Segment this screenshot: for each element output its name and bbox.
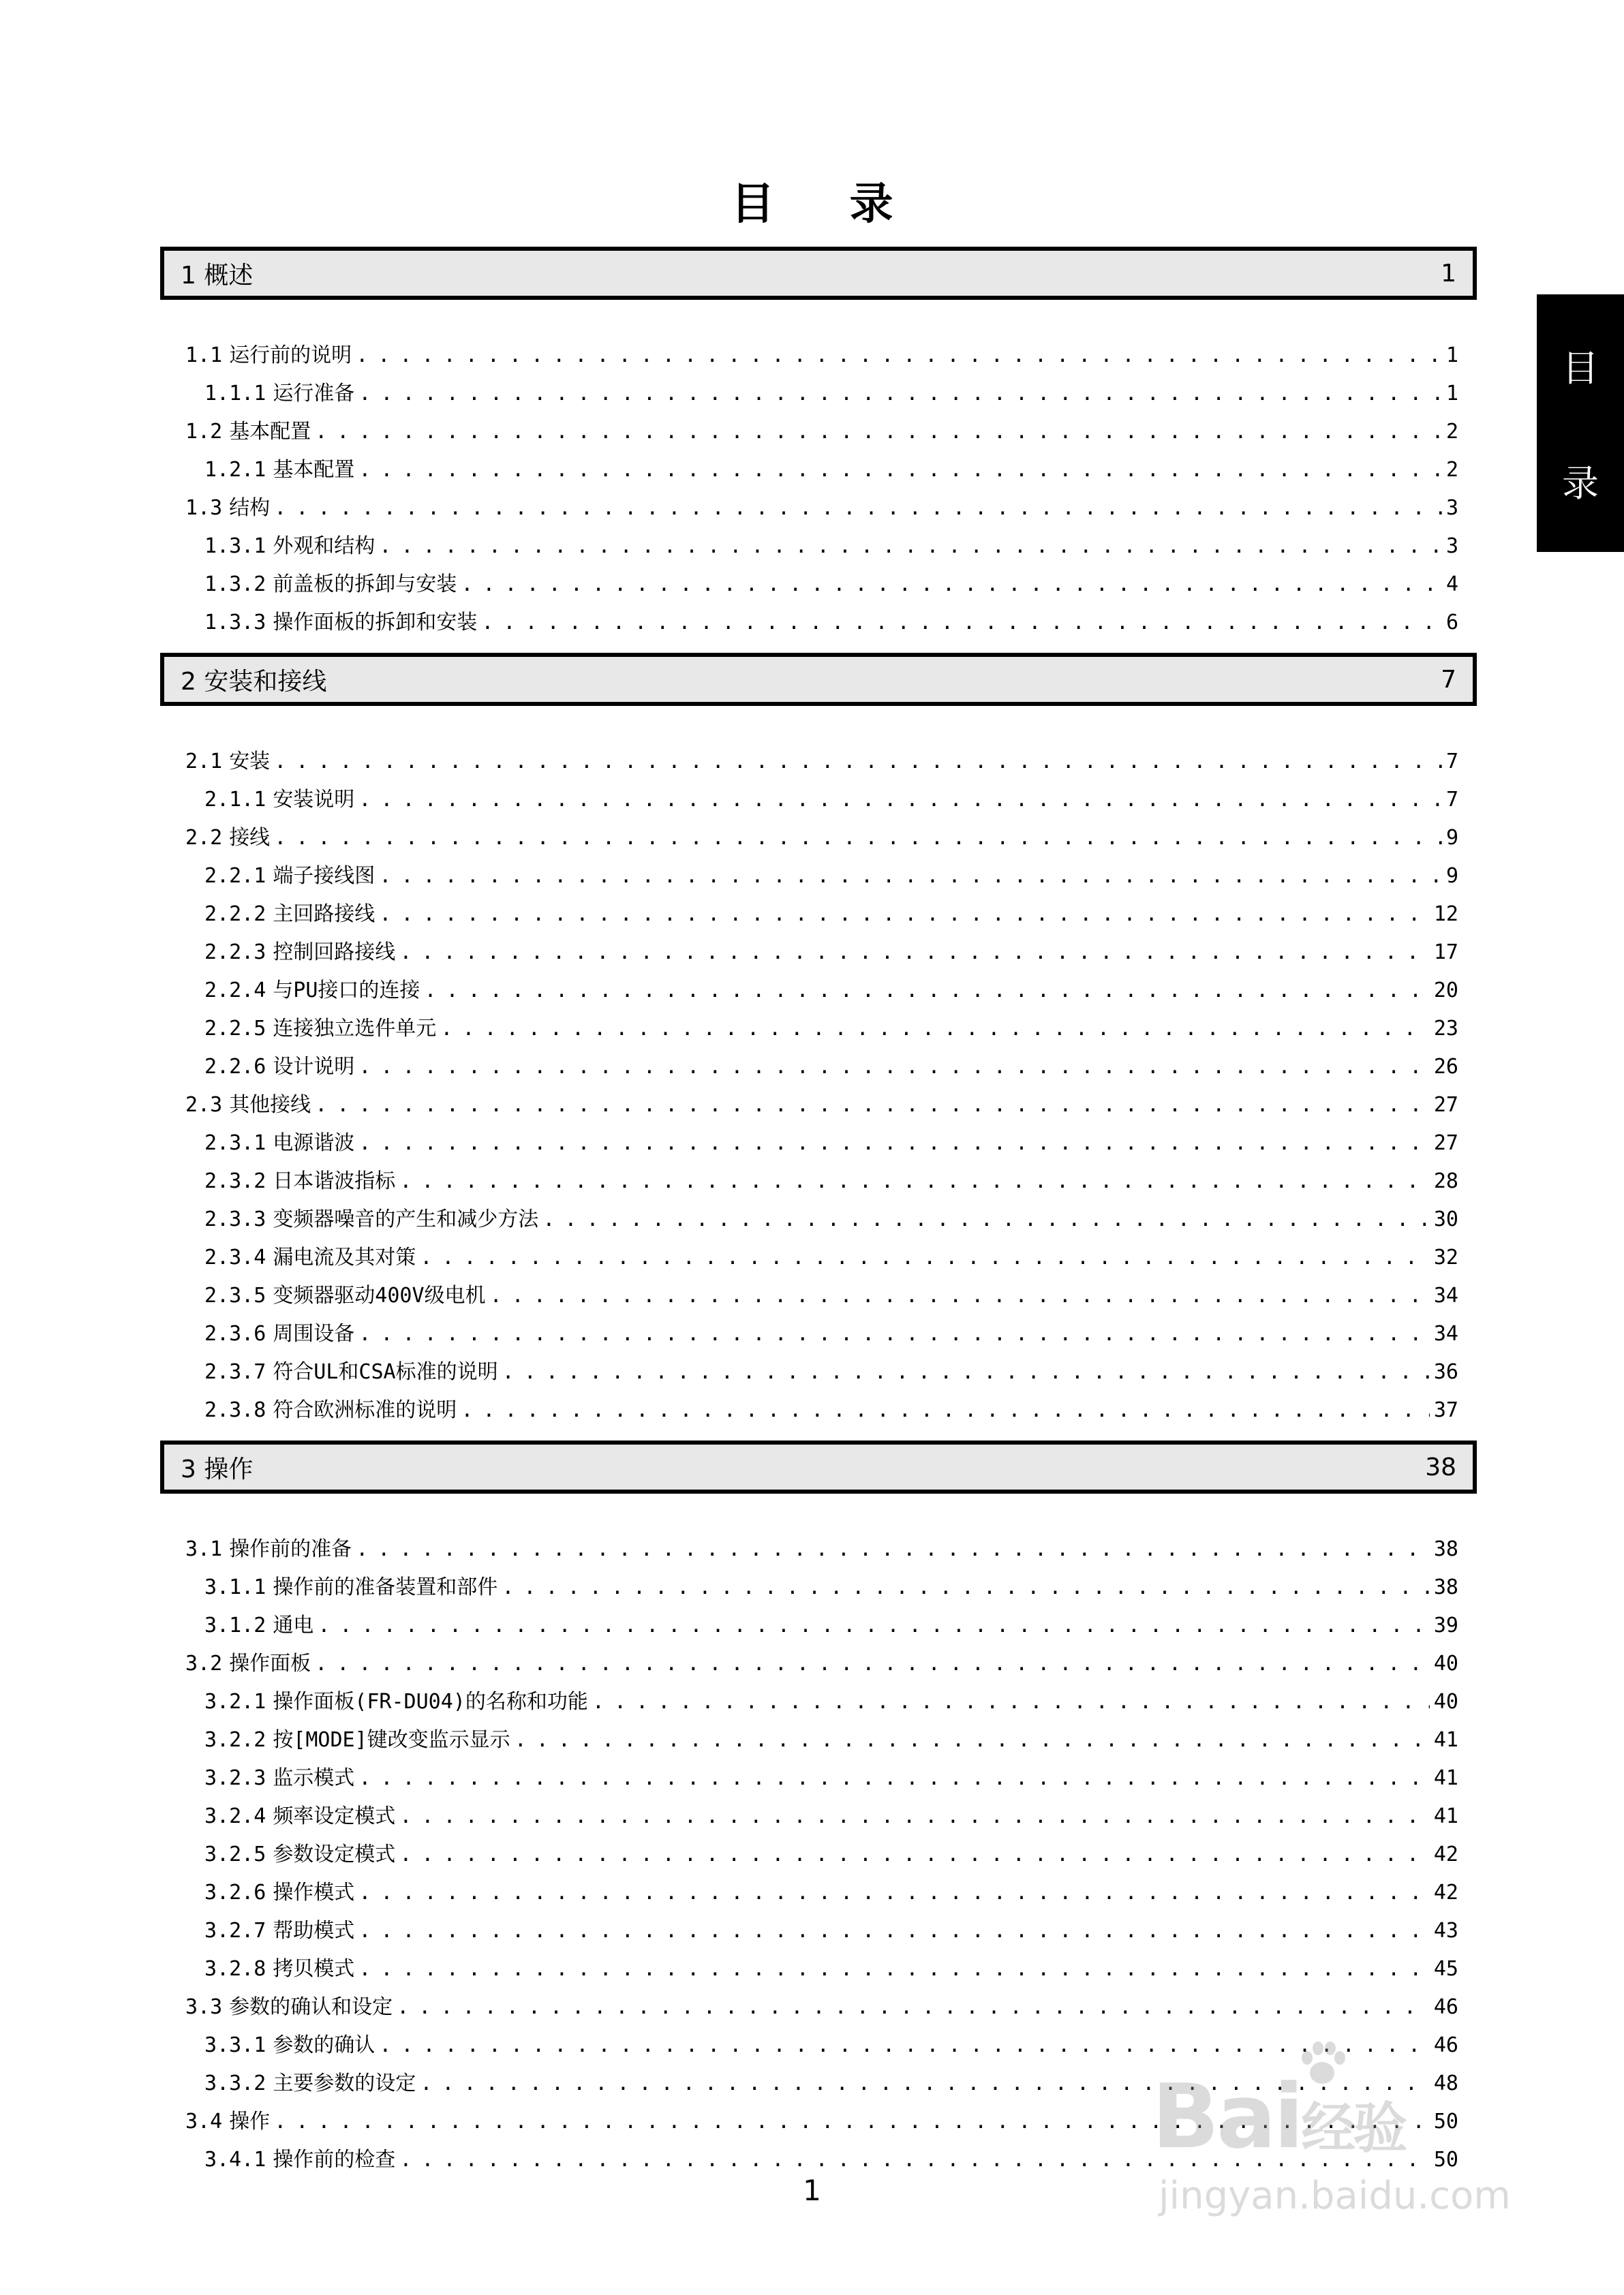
dot-leader — [379, 902, 1430, 926]
toc-entry-page: 39 — [1433, 1614, 1458, 1637]
dot-leader — [490, 1284, 1430, 1308]
toc-entry[interactable] — [204, 859, 1458, 886]
toc-entry-page: 4 — [1445, 572, 1458, 596]
toc-entry-title: 操作面板 — [229, 1652, 311, 1676]
chapter-page: 7 — [1441, 665, 1456, 694]
toc-entry-page: 26 — [1433, 1055, 1458, 1079]
toc-entry-number: 1.3.3 — [204, 611, 266, 634]
toc-entry-page: 41 — [1433, 1804, 1458, 1828]
dot-leader — [318, 1614, 1430, 1637]
toc-entry[interactable] — [204, 1049, 1458, 1077]
chapter-title: 2 安装和接线 — [181, 667, 327, 696]
toc-entry-number: 1.3.1 — [204, 534, 266, 558]
toc-entry-number: 1.1 — [185, 343, 223, 367]
toc-entry-title: 操作模式 — [273, 1881, 355, 1905]
watermark — [1152, 2037, 1533, 2242]
toc-entry-title: 操作面板的拆卸和安装 — [273, 611, 478, 634]
toc-entry-page: 36 — [1433, 1360, 1458, 1384]
toc-entry-title: 结构 — [229, 496, 271, 520]
toc-entry[interactable] — [204, 376, 1458, 403]
toc-entry-title: 按[MODE]键改变监示显示 — [273, 1728, 510, 1752]
toc-entry-number: 2.3.7 — [204, 1360, 266, 1384]
toc-entry-title: 运行前的说明 — [229, 343, 352, 367]
toc-entry-title: 控制回路接线 — [273, 940, 396, 964]
toc-entry-title: 操作前的检查 — [273, 2148, 396, 2172]
toc-entry-title: 监示模式 — [273, 1766, 355, 1790]
dot-leader — [379, 864, 1442, 888]
toc-entry-number: 3.4 — [185, 2110, 223, 2134]
toc-entry[interactable] — [185, 820, 1458, 848]
toc-entry-title: 端子接线图 — [273, 864, 376, 888]
toc-entry-number: 3.2 — [185, 1652, 223, 1676]
dot-leader — [481, 611, 1442, 634]
toc-entry-number: 2.2.6 — [204, 1055, 266, 1079]
toc-entry-page: 1 — [1445, 382, 1458, 405]
toc-entry-page: 27 — [1433, 1093, 1458, 1117]
dot-leader — [358, 1055, 1430, 1079]
toc-entry-number: 3.2.4 — [204, 1804, 266, 1828]
toc-entry-title: 操作前的准备装置和部件 — [273, 1575, 498, 1599]
toc-entry-page: 38 — [1433, 1537, 1458, 1561]
toc-entry-title: 设计说明 — [273, 1055, 355, 1079]
toc-entry-number: 1.2.1 — [204, 458, 266, 482]
toc-entry[interactable] — [204, 1355, 1458, 1382]
toc-entry-page: 32 — [1433, 1246, 1458, 1269]
dot-leader — [358, 382, 1442, 405]
section-tab-char-2: 录 — [1562, 462, 1599, 505]
toc-entry-title: 接线 — [229, 826, 271, 850]
toc-entry[interactable] — [204, 567, 1458, 594]
dot-leader — [274, 750, 1442, 773]
dot-leader — [515, 1728, 1430, 1752]
toc-entry[interactable] — [185, 744, 1458, 771]
toc-entry-title: 符合UL和CSA标准的说明 — [273, 1360, 498, 1384]
chapter-title: 1 概述 — [181, 261, 254, 290]
toc-entry[interactable] — [204, 1761, 1458, 1788]
toc-entry-title: 频率设定模式 — [273, 1804, 396, 1828]
toc-entry[interactable] — [185, 414, 1458, 442]
dot-leader — [542, 1207, 1430, 1231]
toc-entry-page: 3 — [1445, 534, 1458, 558]
dot-leader — [315, 420, 1442, 444]
toc-entry-number: 3.3.2 — [204, 2071, 266, 2095]
toc-entry[interactable] — [204, 1837, 1458, 1864]
dot-leader — [358, 1766, 1430, 1790]
toc-entry-title: 漏电流及其对策 — [273, 1246, 416, 1269]
toc-entry-number: 2.3 — [185, 1093, 223, 1117]
toc-entry-page: 41 — [1433, 1728, 1458, 1752]
chapter-header[interactable] — [160, 653, 1477, 706]
toc-entry[interactable] — [204, 1164, 1458, 1191]
toc-entry-title: 操作前的准备 — [229, 1537, 352, 1561]
dot-leader — [399, 1843, 1430, 1866]
toc-entry[interactable] — [204, 782, 1458, 810]
toc-entry-title: 参数的确认 — [273, 2033, 376, 2057]
toc-entry-page: 9 — [1445, 826, 1458, 850]
chapter-page: 38 — [1425, 1453, 1456, 1481]
toc-entry-page: 7 — [1445, 788, 1458, 812]
toc-entry-number: 2.2.4 — [204, 979, 266, 1002]
dot-leader — [358, 1131, 1430, 1155]
toc-entry-number: 2.1 — [185, 750, 223, 773]
toc-entry-number: 2.3.3 — [204, 1207, 266, 1231]
toc-entry-number: 2.2.3 — [204, 940, 266, 964]
toc-entry[interactable] — [204, 452, 1458, 480]
toc-entry-page: 12 — [1433, 902, 1458, 926]
toc-entry-title: 周围设备 — [273, 1322, 355, 1346]
toc-entry-page: 45 — [1433, 1957, 1458, 1981]
toc-entry[interactable] — [204, 1952, 1458, 1979]
toc-entry-title: 帮助模式 — [273, 1919, 355, 1943]
toc-entry[interactable] — [185, 338, 1458, 365]
toc-entry[interactable] — [204, 935, 1458, 962]
toc-entry-page: 42 — [1433, 1843, 1458, 1866]
toc-entry-title: 拷贝模式 — [273, 1957, 355, 1981]
toc-entry[interactable] — [204, 529, 1458, 556]
chapter-header[interactable] — [160, 1441, 1477, 1494]
toc-entry-title: 外观和结构 — [273, 534, 376, 558]
toc-entry-title: 操作 — [229, 2110, 271, 2134]
dot-leader — [397, 1995, 1430, 2019]
toc-entry-page: 9 — [1445, 864, 1458, 888]
toc-entry-number: 3.2.5 — [204, 1843, 266, 1866]
toc-entry[interactable] — [204, 605, 1458, 632]
dot-leader — [358, 1957, 1430, 1981]
toc-entry-number: 2.3.5 — [204, 1284, 266, 1308]
toc-entry-page: 48 — [1433, 2071, 1458, 2095]
toc-entry-page: 46 — [1433, 1995, 1458, 2019]
toc-entry-page: 1 — [1445, 343, 1458, 367]
toc-entry-page: 6 — [1445, 611, 1458, 634]
toc-entry-number: 3.4.1 — [204, 2148, 266, 2172]
dot-leader — [358, 1919, 1430, 1943]
toc-entry-number: 2.3.1 — [204, 1131, 266, 1155]
toc-entry-page: 7 — [1445, 750, 1458, 773]
dot-leader — [461, 572, 1442, 596]
dot-leader — [315, 1093, 1430, 1117]
dot-leader — [358, 458, 1442, 482]
watermark-logo: Bai经验 — [1152, 2065, 1405, 2168]
toc-entry-number: 3.2.1 — [204, 1690, 266, 1714]
dot-leader — [356, 343, 1442, 367]
toc-entry[interactable] — [204, 1570, 1458, 1597]
section-tab-char-1: 目 — [1562, 347, 1599, 390]
dot-leader — [399, 1804, 1430, 1828]
toc-entry-number: 2.3.2 — [204, 1169, 266, 1193]
toc-entry-number: 1.2 — [185, 420, 223, 444]
toc-entry[interactable] — [204, 1684, 1458, 1712]
toc-entry-title: 其他接线 — [229, 1093, 311, 1117]
toc-entry-number: 3.1.2 — [204, 1614, 266, 1637]
toc-entry[interactable] — [204, 1723, 1458, 1750]
dot-leader — [502, 1360, 1430, 1384]
toc-entry[interactable] — [185, 1088, 1458, 1115]
dot-leader — [399, 940, 1430, 964]
toc-entry-page: 40 — [1433, 1690, 1458, 1714]
chapter-page: 1 — [1441, 259, 1456, 288]
toc-entry-title: 日本谐波指标 — [273, 1169, 396, 1193]
toc-entry-number: 3.2.7 — [204, 1919, 266, 1943]
toc-entry-title: 符合欧洲标准的说明 — [273, 1398, 457, 1422]
toc-entry-number: 2.2.1 — [204, 864, 266, 888]
dot-leader — [379, 534, 1442, 558]
dot-leader — [461, 1398, 1430, 1422]
toc-entry-page: 3 — [1445, 496, 1458, 520]
section-tab — [1537, 294, 1624, 552]
toc-entry-number: 2.2 — [185, 826, 223, 850]
toc-entry[interactable] — [204, 1875, 1458, 1903]
toc-entry-page: 28 — [1433, 1169, 1458, 1193]
toc-entry-title: 电源谐波 — [273, 1131, 355, 1155]
toc-entry-title: 基本配置 — [229, 420, 311, 444]
toc-entry-page: 46 — [1433, 2033, 1458, 2057]
dot-leader — [399, 1169, 1430, 1193]
toc-entry-title: 主回路接线 — [273, 902, 376, 926]
toc-entry-number: 2.3.4 — [204, 1246, 266, 1269]
chapter-title: 3 操作 — [181, 1455, 254, 1483]
toc-entry-number: 2.2.5 — [204, 1017, 266, 1041]
toc-entry-page: 2 — [1445, 420, 1458, 444]
toc-entry-page: 42 — [1433, 1881, 1458, 1905]
toc-entry-page: 50 — [1433, 2148, 1458, 2172]
toc-entry-number: 3.2.3 — [204, 1766, 266, 1790]
dot-leader — [420, 1246, 1430, 1269]
toc-entry-title: 运行准备 — [273, 382, 355, 405]
dot-leader — [315, 1652, 1430, 1676]
toc-entry-page: 37 — [1433, 1398, 1458, 1422]
toc-entry-title: 通电 — [273, 1614, 314, 1637]
toc-entry-title: 安装 — [229, 750, 271, 773]
toc-entry-title: 参数设定模式 — [273, 1843, 396, 1866]
toc-entry-number: 3.2.2 — [204, 1728, 266, 1752]
toc-entry[interactable] — [204, 1913, 1458, 1941]
chapter-header[interactable] — [160, 247, 1477, 300]
toc-entry[interactable] — [185, 1532, 1458, 1559]
toc-entry-title: 基本配置 — [273, 458, 355, 482]
toc-entry-number: 3.3.1 — [204, 2033, 266, 2057]
toc-entry-number: 1.3.2 — [204, 572, 266, 596]
dot-leader — [274, 496, 1442, 520]
toc-entry[interactable] — [204, 1126, 1458, 1153]
toc-entry-page: 23 — [1433, 1017, 1458, 1041]
toc-entry-number: 2.1.1 — [204, 788, 266, 812]
toc-entry-page: 34 — [1433, 1322, 1458, 1346]
dot-leader — [358, 1881, 1430, 1905]
toc-entry-page: 20 — [1433, 979, 1458, 1002]
dot-leader — [274, 826, 1442, 850]
toc-entry-number: 3.2.8 — [204, 1957, 266, 1981]
dot-leader — [356, 1537, 1430, 1561]
toc-entry-number: 2.3.6 — [204, 1322, 266, 1346]
toc-entry-number: 1.3 — [185, 496, 223, 520]
toc-entry-title: 前盖板的拆卸与安装 — [273, 572, 457, 596]
toc-entry-title: 连接独立选件单元 — [273, 1017, 437, 1041]
toc-entry-number: 1.1.1 — [204, 382, 266, 405]
toc-entry-page: 41 — [1433, 1766, 1458, 1790]
toc-entry[interactable] — [204, 897, 1458, 924]
toc-entry-title: 变频器噪音的产生和减少方法 — [273, 1207, 539, 1231]
dot-leader — [424, 979, 1429, 1002]
toc-entry-title: 与PU接口的连接 — [273, 979, 420, 1002]
dot-leader — [592, 1690, 1430, 1714]
toc-entry-page: 38 — [1433, 1575, 1458, 1599]
toc-entry-page: 27 — [1433, 1131, 1458, 1155]
toc-entry-number: 3.2.6 — [204, 1881, 266, 1905]
toc-entry-number: 3.1.1 — [204, 1575, 266, 1599]
toc-entry[interactable] — [204, 1278, 1458, 1306]
toc-entry[interactable] — [185, 491, 1458, 518]
toc-entry[interactable] — [204, 1240, 1458, 1267]
toc-entry-page: 17 — [1433, 940, 1458, 964]
toc-entry-page: 34 — [1433, 1284, 1458, 1308]
toc-entry-title: 安装说明 — [273, 788, 355, 812]
toc-entry[interactable] — [204, 1608, 1458, 1635]
toc-entry-number: 3.3 — [185, 1995, 223, 2019]
toc-entry[interactable] — [204, 1316, 1458, 1344]
toc-entry[interactable] — [185, 1646, 1458, 1674]
toc-entry[interactable] — [204, 1202, 1458, 1229]
toc-entry[interactable] — [204, 1799, 1458, 1826]
dot-leader — [358, 788, 1442, 812]
toc-entry-page: 40 — [1433, 1652, 1458, 1676]
toc-entry-page: 50 — [1433, 2110, 1458, 2134]
toc-entry-title: 操作面板(FR-DU04)的名称和功能 — [273, 1690, 588, 1714]
toc-entry-number: 2.2.2 — [204, 902, 266, 926]
toc-entry-page: 2 — [1445, 458, 1458, 482]
dot-leader — [358, 1322, 1430, 1346]
page-number: 1 — [803, 2174, 821, 2207]
toc-entry-number: 3.1 — [185, 1537, 223, 1561]
dot-leader — [440, 1017, 1430, 1041]
toc-entry-page: 43 — [1433, 1919, 1458, 1943]
toc-entry-title: 变频器驱动400V级电机 — [273, 1284, 486, 1308]
toc-entry-title: 主要参数的设定 — [273, 2071, 416, 2095]
toc-entry[interactable] — [204, 1393, 1458, 1420]
toc-entry-page: 30 — [1433, 1207, 1458, 1231]
watermark-url: jingyan.baidu.com — [1159, 2174, 1511, 2218]
toc-entry-number: 2.3.8 — [204, 1398, 266, 1422]
toc-entry[interactable] — [204, 973, 1458, 1000]
page-title: 目录 — [731, 179, 968, 230]
toc-entry-title: 参数的确认和设定 — [229, 1995, 393, 2019]
dot-leader — [502, 1575, 1430, 1599]
toc-entry[interactable] — [185, 1990, 1458, 2017]
toc-entry[interactable] — [204, 1011, 1458, 1041]
